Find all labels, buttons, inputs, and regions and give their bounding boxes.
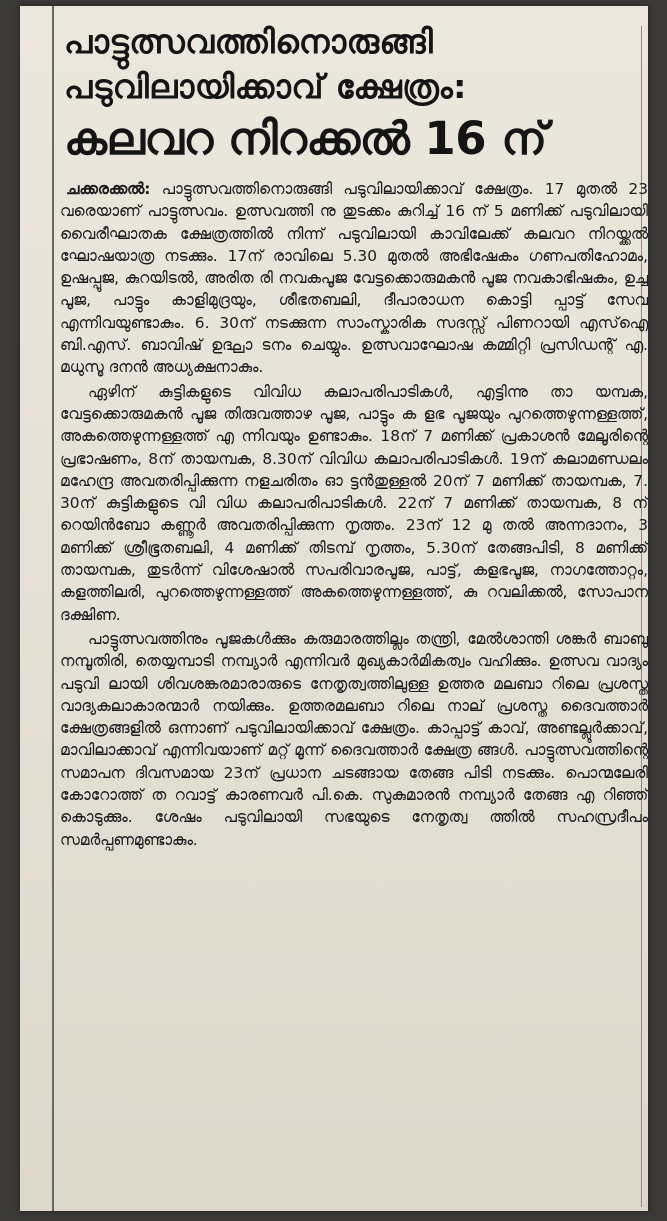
paragraph-1-text: പാട്ടുത്സവത്തിനൊരുങ്ങി പടുവിലായിക്കാവ് ക്ഷേത്രം. 17 മുതൽ 23 വരെയാണ് പാട്ടുത്സവം. ഉത്സവത്തി നു തുടക്കം കുറിച്ച് 16 ന് 5 മണിക്ക് പടുവിലായി വൈരീഘാതക ക്ഷേത്രത്തിൽ നിന്ന് പടുവിലായി കാവിലേക്ക് കലവറ നിറയ്ക്കൽ ഘോഷയാത്ര നടക്കും. 17ന് രാവിലെ 5.30 മുതൽ അഭിഷേകം ഗണപതിഹോമം, ഉഷപ്പൂജ, കുറയിടൽ, അരിത രി നവകപൂജ വേട്ടക്കൊരുമകൻ പൂജ നവകാഭിഷകം, ഉച്ച പൂജ, പാട്ടും കാളിമുദ്രയും, ശീഭതബലി, ദീപാരാധന കൊട്ടി പ്പാട്ട് സേവ എന്നിവയുണ്ടാകും. 6. 30ന് നടക്കുന്ന സാംസ്കാരിക സദസ്സ് പിണറായി എസ്ഐ ബി.എസ്. ബാവിഷ് ഉദ്ഘാ ടനം ചെയ്യും. ഉത്സവാഘോഷ കമ്മിറ്റി പ്രസിഡന്റ് എ. മധുസൂ ദനൻ അധ്യക്ഷനാകും. [60, 180, 648, 377]
dateline: ചക്കരക്കൽ: [66, 180, 151, 198]
article-paragraph-3: പാട്ടുത്സവത്തിനും പൂജകൾക്കും കരുമാരത്തില്ലം തന്ത്രി, മേൽശാന്തി ശങ്കർ ബാബു നമ്പൂതിരി, തെയ്യമ്പാടി നമ്പ്യാർ എന്നിവർ മുഖ്യകാർമികത്വം വഹിക്കും. ഉത്സവ വാദ്യം പടുവി ലായി ശിവശങ്കരമാരാരുടെ നേതൃത്വത്തിലുള്ള ഉത്തര മലബാ റിലെ പ്രശസ്ത വാദ്യകലാകാരന്മാർ നയിക്കും. ഉത്തരമലബാ റിലെ നാല് പ്രശസ്ത ദൈവത്താർ ക്ഷേത്രങ്ങളിൽ ഒന്നാണ് പടുവിലായിക്കാവ് ക്ഷേത്രം. കാപ്പാട്ട് കാവ്, അണ്ടല്ലൂർക്കാവ്, മാവിലാക്കാവ് എന്നിവയാണ് മറ്റ് മൂന്ന് ദൈവത്താർ ക്ഷേത്ര ങ്ങൾ. പാട്ടുത്സവത്തിന്റെ സമാപന ദിവസമായ 23ന് പ്രധാന ചടങ്ങായ തേങ്ങ പിടി നടക്കും. പൊന്മലേരി കോറോത്ത് ത റവാട്ട് കാരണവർ പി.കെ. സുകുമാരൻ നമ്പ്യാർ തേങ്ങ എ റിഞ്ഞ് കൊടുക്കും. ശേഷം പടുവിലായി സഭയുടെ നേതൃത്വ ത്തിൽ സഹസ്രദീപം സമർപ്പണമുണ്ടാകും. [60, 629, 648, 849]
column-rule-left [52, 6, 54, 1211]
headline-line-3: കലവറ നിറക്കൽ 16 ന് [64, 112, 547, 165]
headline-line-2: പടുവിലായിക്കാവ് ക്ഷേത്രം: [64, 67, 467, 106]
article-headline [64, 20, 644, 168]
article-body [60, 178, 648, 1208]
newspaper-clipping [20, 6, 648, 1211]
headline-line-1: പാട്ടുത്സവത്തിനൊരുങ്ങി [64, 22, 434, 61]
article-paragraph-2: ഏഴിന് കുട്ടികളുടെ വിവിധ കലാപരിപാടികൾ, എട്ടിന്നു താ യമ്പക, വേട്ടക്കൊരുമകൻ പൂജ തിരുവത്താഴ പൂജ, പാട്ടും ക ളഭ പൂജയും പുറത്തെഴുന്നള്ളത്ത്, അകത്തെഴുന്നള്ളത്ത് എ ന്നിവയും ഉണ്ടാകും. 18ന് 7 മണിക്ക് പ്രകാശൻ മേലൂരിന്റെ പ്രഭാഷണം, 8ന് തായമ്പക, 8.30ന് വിവിധ കലാപരിപാടികൾ. 19ന് കലാമണ്ഡലം മഹേന്ദ്ര അവതരിപ്പിക്കുന്ന നളചരിതം ഓ ട്ടൻതുള്ളൽ 20ന് 7 മണിക്ക് തായമ്പക, 7. 30ന് കുട്ടികളുടെ വി വിധ കലാപരിപാടികൾ. 22ന് 7 മണിക്ക് തായമ്പക, 8 ന് റെയിൻബോ കണ്ണൂർ അവതരിപ്പിക്കുന്ന നൃത്തം. 23ന് 12 മു തൽ അന്നദാനം, 3 മണിക്ക് ശ്രീഭൂതബലി, 4 മണിക്ക് തിടമ്പ് നൃത്തം, 5.30ന് തേങ്ങപിടി, 8 മണിക്ക് തായമ്പക, തുടർന്ന് വിശേഷാൽ സപരിവാരപൂജ, പാട്ട്, കളഭപൂജ, നാഗത്തോറ്റം, കളത്തിലരി, പുറത്തെഴുന്നള്ളത്ത് അകത്തെഴുന്നള്ളത്ത്, കു റവലിക്കൽ, സോപാന ദക്ഷിണ. [60, 382, 648, 624]
article-paragraph-1 [60, 178, 648, 379]
